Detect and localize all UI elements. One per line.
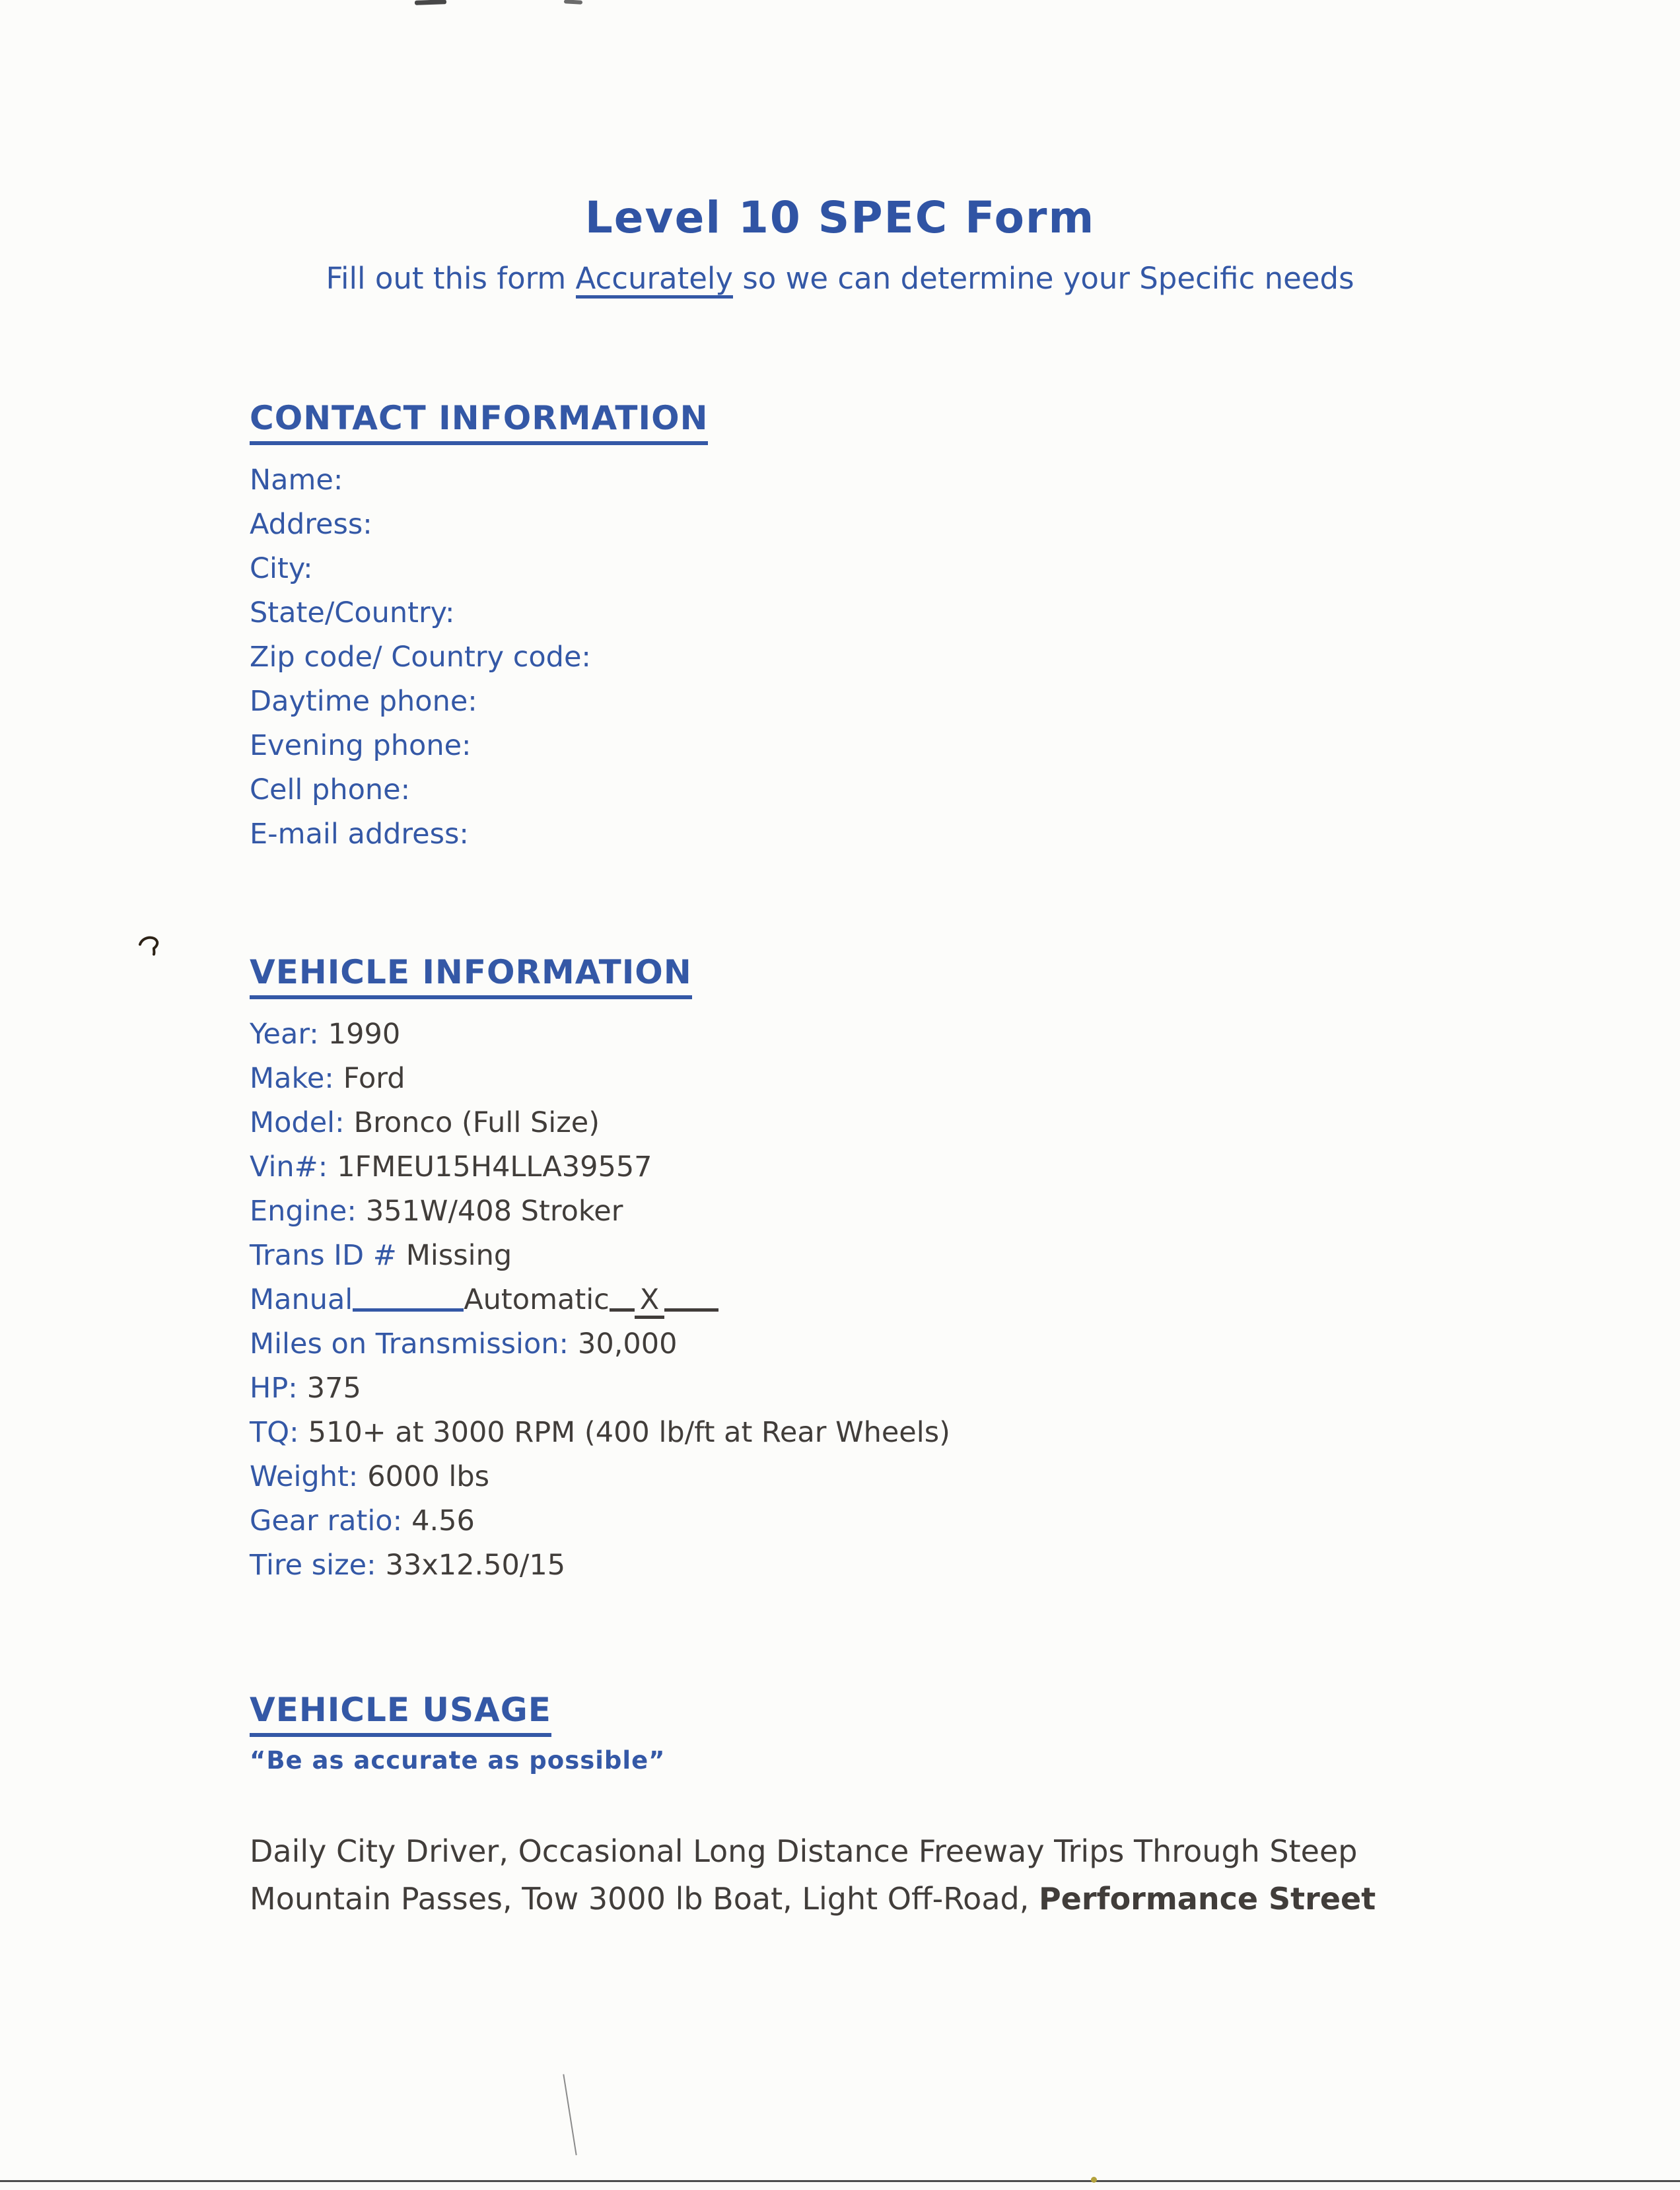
contact-information-section [250,399,1482,857]
field-label: HP: [250,1372,298,1405]
usage-description-line2-text: Mountain Passes, Tow 3000 lb Boat, Light Off-Road, [250,1881,1039,1917]
vehicle-fields [250,1012,1482,1588]
field-label: Vin#: [250,1150,328,1184]
field-trans-id [250,1234,1482,1278]
vehicle-section-heading [250,953,1482,999]
field-label: Address: [250,508,372,542]
field-zip-country-code [250,635,1482,680]
field-miles-on-transmission [250,1322,1482,1366]
usage-section-heading-text: VEHICLE USAGE [250,1691,551,1737]
field-model [250,1101,1482,1145]
usage-section-heading [250,1691,1482,1737]
subtitle-text-post: so we can determine your Specific needs [733,260,1354,296]
field-gear-ratio [250,1499,1482,1543]
scan-artifact-pen-mark [136,933,165,962]
manual-option-label: Manual [250,1283,353,1317]
form-header [0,193,1680,299]
field-label: Zip code/ Country code: [250,641,591,674]
field-make [250,1057,1482,1101]
field-value: Bronco (Full Size) [353,1106,600,1140]
field-label: Engine: [250,1195,357,1228]
field-value: 351W/408 Stroker [365,1195,623,1228]
field-value: 510+ at 3000 RPM (400 lb/ft at Rear Wheels) [308,1416,950,1450]
scan-artifact-smudge [564,0,582,5]
usage-description-line2 [250,1875,1425,1923]
subtitle-text-pre: Fill out this form [326,260,576,296]
vehicle-usage-section [250,1691,1482,1923]
field-hp [250,1366,1482,1411]
field-label: Gear ratio: [250,1504,403,1538]
automatic-selected-x-mark: X [635,1285,664,1319]
field-value: 1990 [328,1018,401,1051]
field-value: 30,000 [578,1327,678,1361]
form-title: Level 10 SPEC Form [584,192,1096,243]
field-address [250,503,1482,547]
scan-artifact-smudge [415,0,446,5]
subtitle-underlined-word: Accurately [576,263,734,299]
usage-description [250,1827,1425,1923]
contact-fields [250,458,1482,857]
field-year [250,1012,1482,1057]
contact-section-heading [250,399,1482,445]
field-label: Make: [250,1062,334,1096]
field-value: 375 [306,1372,361,1405]
field-engine [250,1189,1482,1234]
field-label: Name: [250,464,343,497]
automatic-option-label: Automatic [464,1283,610,1317]
automatic-blank-line [664,1282,718,1312]
field-value: 33x12.50/15 [385,1549,566,1582]
field-label: Tire size: [250,1549,376,1582]
field-label: Year: [250,1018,319,1051]
field-value: 6000 lbs [367,1460,490,1494]
field-transmission-type [250,1278,1482,1322]
form-subtitle [0,260,1680,299]
vehicle-section-heading-text: VEHICLE INFORMATION [250,953,692,999]
field-tire-size [250,1543,1482,1588]
scan-artifact-scratch-line [563,2074,577,2156]
field-value: 1FMEU15H4LLA39557 [337,1150,652,1184]
field-label: Trans ID # [250,1239,397,1273]
field-label: Miles on Transmission: [250,1327,569,1361]
field-email-address [250,812,1482,857]
field-label: Model: [250,1106,345,1140]
field-label: Daytime phone: [250,685,477,719]
field-city [250,547,1482,591]
field-label: Cell phone: [250,773,411,807]
field-vin [250,1145,1482,1189]
field-label: State/Country: [250,596,455,630]
automatic-blank-line [610,1282,635,1312]
field-name [250,458,1482,503]
scan-artifact-speck [1091,2177,1097,2183]
field-label: City: [250,552,313,586]
field-value: Ford [343,1062,405,1096]
field-tq [250,1411,1482,1455]
field-evening-phone [250,724,1482,768]
field-label: TQ: [250,1416,299,1450]
usage-description-line1: Daily City Driver, Occasional Long Distance Freeway Trips Through Steep [250,1833,1358,1870]
usage-accuracy-note: “Be as accurate as possible” [250,1746,666,1775]
usage-description-emphasis: Performance Street [1038,1881,1376,1917]
field-cell-phone [250,768,1482,812]
vehicle-information-section [250,953,1482,1588]
manual-blank-line [353,1282,464,1312]
scan-edge-line [0,2180,1680,2182]
field-state-country [250,591,1482,635]
contact-section-heading-text: CONTACT INFORMATION [250,399,708,445]
field-value: Missing [405,1239,512,1273]
field-label: E-mail address: [250,818,469,851]
field-daytime-phone [250,680,1482,724]
field-weight [250,1455,1482,1499]
field-label: Evening phone: [250,729,472,763]
field-label: Weight: [250,1460,359,1494]
field-value: 4.56 [411,1504,475,1538]
